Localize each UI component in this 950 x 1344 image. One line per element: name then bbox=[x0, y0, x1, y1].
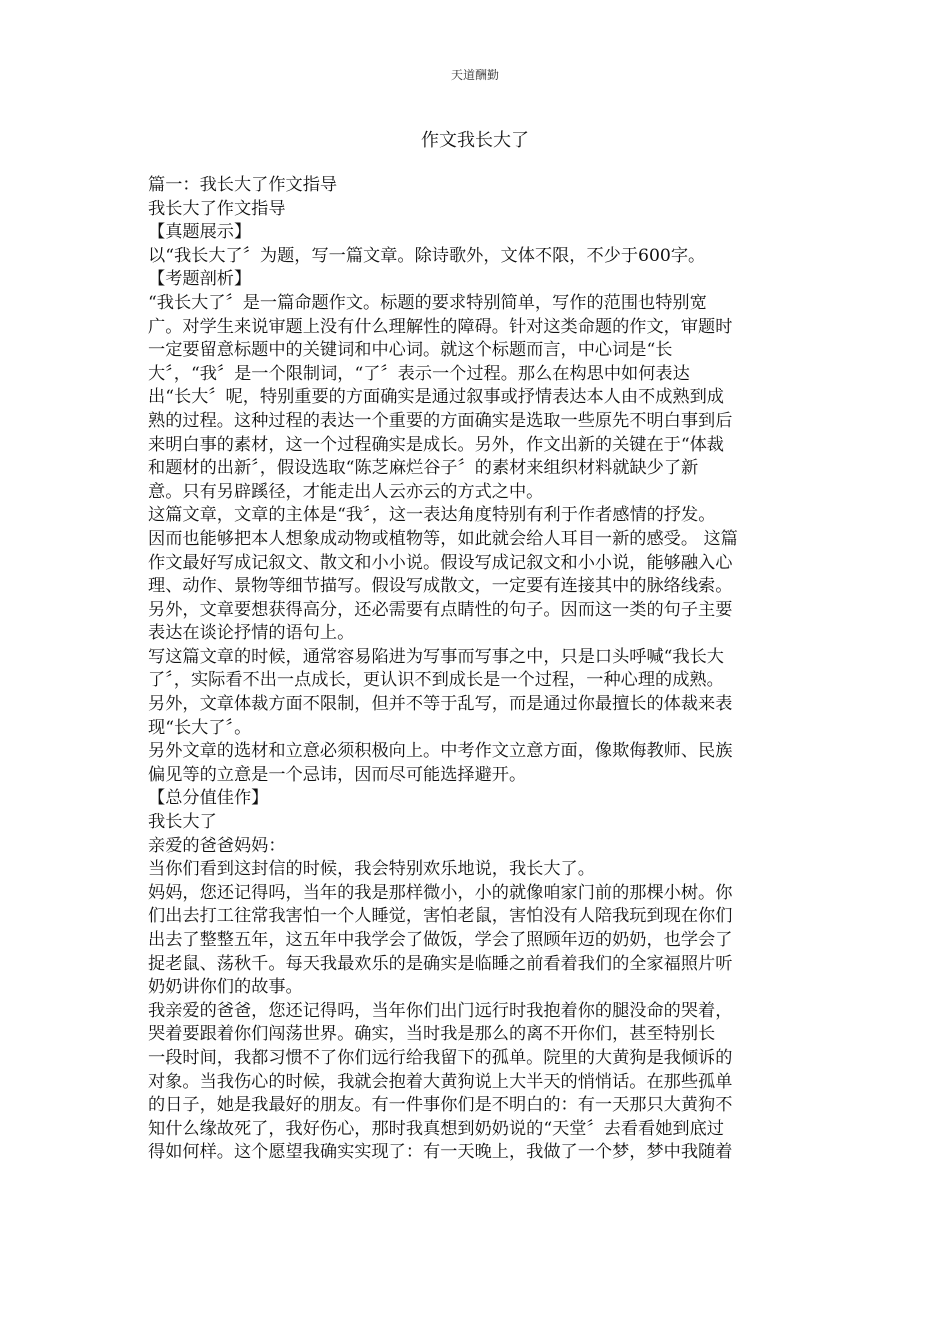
text-line: 来明白事的素材，这一个过程确实是成长。另外，作文出新的关键在于“体裁 bbox=[148, 434, 724, 455]
text-line: 妈妈，您还记得吗，当年的我是那样微小，小的就像咱家门前的那棵小树。你 bbox=[148, 882, 733, 903]
text-line: 另外，文章体裁方面不限制，但并不等于乱写，而是通过你最擅长的体裁来表 bbox=[148, 694, 733, 715]
text-line: 我长大了 bbox=[148, 812, 217, 833]
text-line: 捉老鼠、荡秋千。每天我最欢乐的是确实是临睡之前看着我们的全家福照片听 bbox=[148, 953, 733, 974]
text-line: 写这篇文章的时候，通常容易陷进为写事而写事之中，只是口头呼喊“我长大 bbox=[148, 646, 724, 667]
text-line: 们出去打工往常我害怕一个人睡觉，害怕老鼠，害怕没有人陪我玩到现在你们 bbox=[148, 906, 733, 927]
text-line: 了〞，实际看不出一点成长，更认识不到成长是一个过程，一种心理的成熟。 bbox=[148, 670, 724, 691]
text-line: 另外文章的选材和立意必须积极向上。中考作文立意方面，像欺侮教师、民族 bbox=[148, 741, 733, 762]
text-line: 得如何样。这个愿望我确实实现了：有一天晚上，我做了一个梦，梦中我随着 bbox=[148, 1142, 733, 1163]
text-line: 现“长大了〞。 bbox=[148, 717, 252, 738]
text-line: 知什么缘故死了，我好伤心，那时我真想到奶奶说的“天堂〞去看看她到底过 bbox=[148, 1118, 724, 1139]
text-line: 一定要留意标题中的关键词和中心词。就这个标题而言，中心词是“长 bbox=[148, 340, 673, 361]
text-line: 因而也能够把本人想象成动物或植物等，如此就会给人耳目一新的感受。 这篇 bbox=[148, 528, 738, 549]
text-line: 大〞，“我〞是一个限制词，“了〞表示一个过程。那么在构思中如何表达 bbox=[148, 363, 690, 384]
text-line: 以“我长大了〞为题，写一篇文章。除诗歌外，文体不限，不少于600字。 bbox=[148, 245, 706, 266]
text-line: 一段时间，我都习惯不了你们远行给我留下的孤单。院里的大黄狗是我倾诉的 bbox=[148, 1047, 733, 1068]
text-line: 亲爱的爸爸妈妈： bbox=[148, 835, 286, 856]
text-line: 我亲爱的爸爸，您还记得吗，当年你们出门远行时我抱着你的腿没命的哭着， bbox=[148, 1000, 733, 1021]
text-line: “我长大了〞是一篇命题作文。标题的要求特别简单，写作的范围也特别宽 bbox=[148, 292, 707, 313]
text-line: 这篇文章，文章的主体是“我〞，这一表达角度特别有利于作者感情的抒发。 bbox=[148, 505, 716, 526]
document-title: 作文我长大了 bbox=[421, 130, 529, 151]
text-line: 出去了整整五年，这五年中我学会了做饭，学会了照顾年迈的奶奶，也学会了 bbox=[148, 930, 733, 950]
document-body bbox=[148, 174, 808, 1165]
text-line: 偏见等的立意是一个忌讳，因而尽可能选择避开。 bbox=[148, 764, 527, 785]
text-line: 作文最好写成记叙文、散文和小小说。假设写成记叙文和小小说，能够融入心 bbox=[148, 552, 733, 573]
text-line: 另外，文章要想获得高分，还必需要有点睛性的句子。因而这一类的句子主要 bbox=[148, 599, 733, 620]
text-line: 出“长大〞呢，特别重要的方面确实是通过叙事或抒情表达本人由不成熟到成 bbox=[148, 387, 724, 408]
text-line: 理、动作、景物等细节描写。假设写成散文，一定要有连接其中的脉络线索。 bbox=[148, 576, 733, 597]
text-line: 【考题剖析】 bbox=[148, 269, 252, 290]
text-line: 奶奶讲你们的故事。 bbox=[148, 977, 303, 998]
text-line: 和题材的出新〞，假设选取“陈芝麻烂谷子〞的素材来组织材料就缺少了新 bbox=[148, 458, 699, 479]
text-line: 当你们看到这封信的时候，我会特别欢乐地说，我长大了。 bbox=[148, 859, 595, 880]
text-line: 表达在谈论抒情的语句上。 bbox=[148, 623, 355, 644]
text-line: 篇一：我长大了作文指导 bbox=[148, 175, 338, 195]
text-line: 意。只有另辟蹊径，才能走出人云亦云的方式之中。 bbox=[148, 481, 544, 502]
text-line: 广。对学生来说审题上没有什么理解性的障碍。针对这类命题的作文，审题时 bbox=[148, 316, 733, 337]
text-line: 哭着要跟着你们闯荡世界。确实，当时我是那么的离不开你们，甚至特别长 bbox=[148, 1024, 716, 1045]
text-line: 对象。当我伤心的时候，我就会抱着大黄狗说上大半天的悄悄话。在那些孤单 bbox=[148, 1071, 733, 1092]
text-line: 我长大了作文指导 bbox=[148, 198, 286, 219]
text-line: 的日子，她是我最好的朋友。有一件事你们是不明白的：有一天那只大黄狗不 bbox=[148, 1095, 733, 1116]
page-header: 天道酬勤 bbox=[450, 68, 499, 82]
text-line: 【总分值佳作】 bbox=[148, 788, 269, 809]
text-line: 熟的过程。这种过程的表达一个重要的方面确实是选取一些原先不明白事到后 bbox=[148, 410, 733, 431]
text-line: 【真题展示】 bbox=[148, 222, 252, 243]
